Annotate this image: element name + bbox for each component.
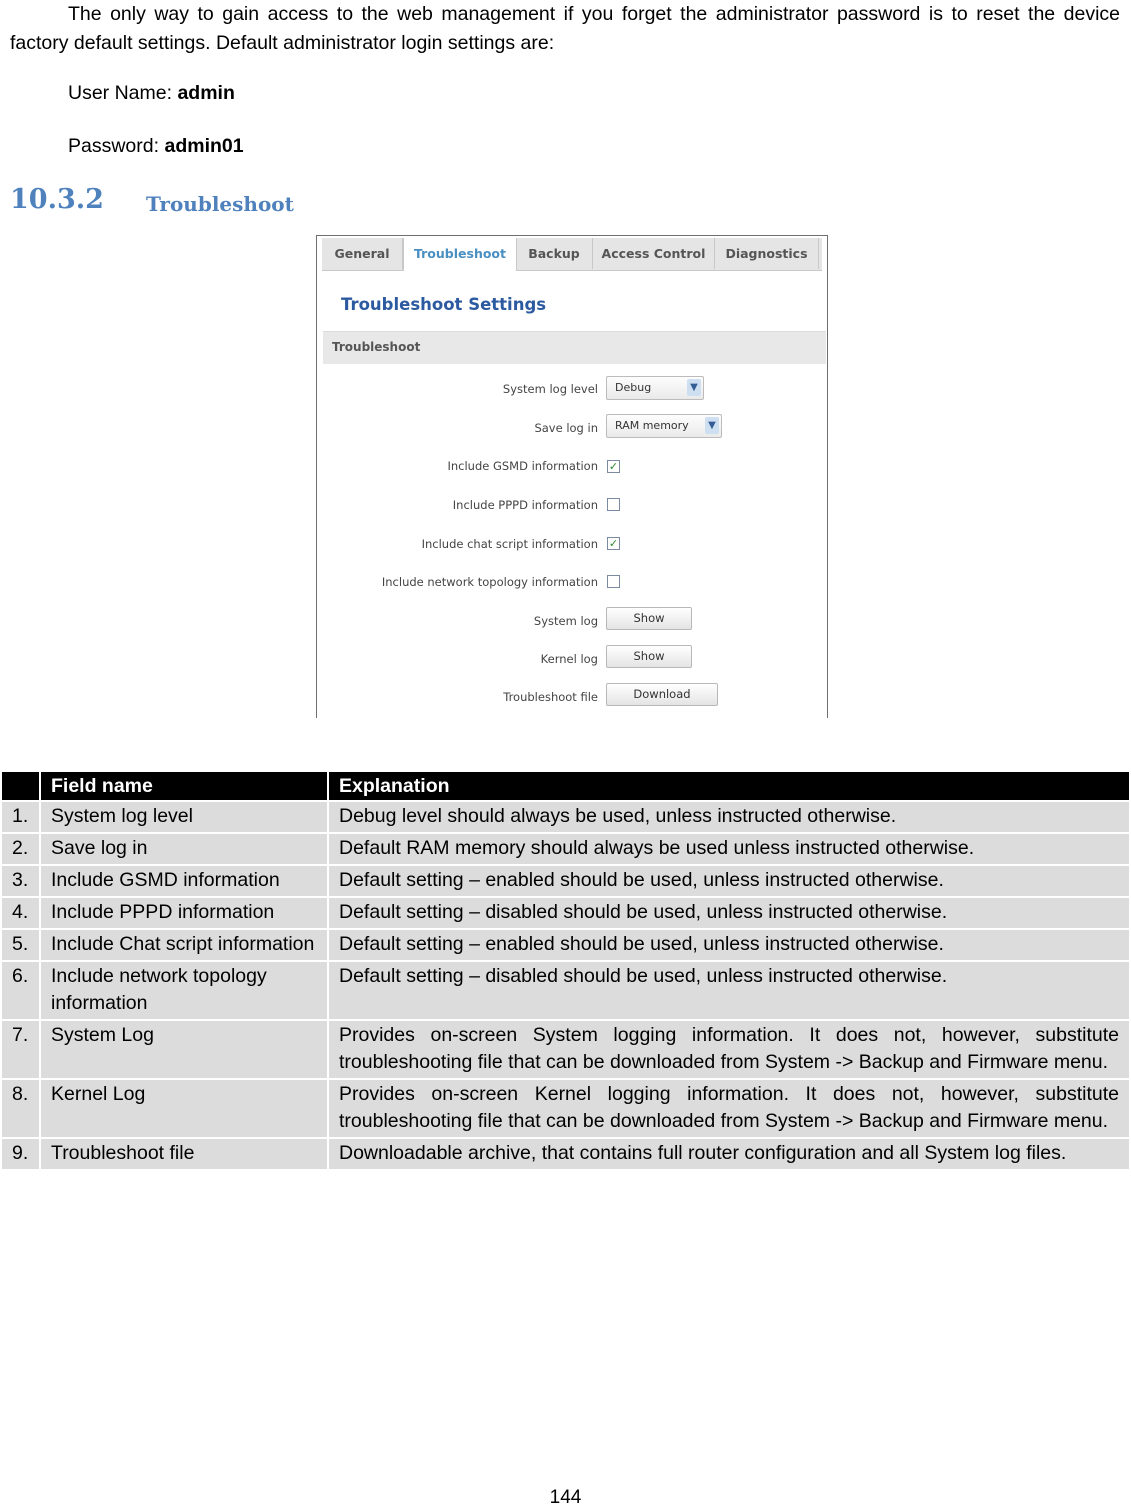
checkmark-icon: ✓ [608,460,619,473]
tab-access-control[interactable]: Access Control [593,238,715,269]
save-log-in-label: Save log in [534,421,598,435]
section-bar-label: Troubleshoot [332,340,421,354]
username-line [68,82,235,105]
table-row [2,962,1129,1019]
row-number: 2. [2,834,39,864]
save-log-in-value: RAM memory [615,419,689,432]
table-row [2,802,1129,832]
chevron-down-icon: ▼ [705,417,719,434]
save-log-in-select[interactable] [606,414,722,438]
section-title: Troubleshoot [146,192,294,216]
table-row [2,930,1129,960]
topology-checkbox[interactable] [607,575,620,588]
username-value: admin [177,82,235,104]
system-log-label: System log [533,614,598,628]
header-explanation: Explanation [329,772,1129,800]
row-explanation: Provides on-screen System logging information. It does not, however, substitute troubleshooting file that can be downloaded from System -> Backup and Firmware menu. [329,1021,1129,1078]
password-line [68,135,244,158]
table-row [2,1021,1129,1078]
row-explanation: Default setting – disabled should be used, unless instructed otherwise. [329,898,1129,928]
tab-troubleshoot[interactable]: Troubleshoot [403,238,517,271]
row-field: Include network topology information [41,962,327,1019]
table-row [2,834,1129,864]
download-button[interactable]: Download [606,683,718,706]
page-number: 144 [549,1487,582,1508]
tab-bar [322,238,822,271]
chevron-down-icon: ▼ [687,379,701,396]
system-log-level-value: Debug [615,381,652,394]
table-row [2,1080,1129,1137]
row-number: 9. [2,1139,39,1169]
tab-general[interactable]: General [322,238,403,269]
intro-paragraph: The only way to gain access to the web management if you forget the administrator password is to reset the device factory default settings. Default administrator login settings are: [10,3,1120,54]
system-log-level-label: System log level [502,382,598,396]
row-explanation: Default setting – disabled should be used, unless instructed otherwise. [329,962,1129,1019]
row-explanation: Default RAM memory should always be used unless instructed otherwise. [329,834,1129,864]
system-log-show-button[interactable]: Show [606,607,692,630]
username-label: User Name: [68,82,173,104]
row-number: 7. [2,1021,39,1078]
row-field: Kernel Log [41,1080,327,1137]
troubleshoot-file-label: Troubleshoot file [503,690,598,704]
row-explanation: Default setting – enabled should be used, unless instructed otherwise. [329,866,1129,896]
row-explanation: Provides on-screen Kernel logging information. It does not, however, substitute troubleshooting file that can be downloaded from System -> Backup and Firmware menu. [329,1080,1129,1137]
field-explanation-table [0,770,1131,1171]
row-field: Troubleshoot file [41,1139,327,1169]
row-field: Include GSMD information [41,866,327,896]
row-explanation: Default setting – enabled should be used, unless instructed otherwise. [329,930,1129,960]
section-number: 10.3.2 [10,184,104,215]
row-number: 3. [2,866,39,896]
topology-label: Include network topology information [381,575,598,589]
troubleshoot-screenshot [316,235,828,718]
table-header-row [2,772,1129,800]
chat-script-label: Include chat script information [421,537,598,551]
system-log-level-select[interactable] [606,376,704,400]
tab-backup[interactable]: Backup [516,238,593,269]
row-field: Include PPPD information [41,898,327,928]
row-field: Save log in [41,834,327,864]
row-field: System Log [41,1021,327,1078]
row-number: 6. [2,962,39,1019]
kernel-log-show-button[interactable]: Show [606,645,692,668]
row-field: System log level [41,802,327,832]
chat-script-checkbox[interactable] [607,537,620,550]
header-number [2,772,39,800]
pppd-checkbox[interactable] [607,498,620,511]
gsmd-label: Include GSMD information [447,459,598,473]
password-value: admin01 [164,135,244,157]
gsmd-checkbox[interactable] [607,460,620,473]
section-bar [323,331,826,364]
row-number: 4. [2,898,39,928]
checkmark-icon: ✓ [608,537,619,550]
password-label: Password: [68,135,160,157]
row-explanation: Downloadable archive, that contains full router configuration and all System log files. [329,1139,1129,1169]
row-number: 8. [2,1080,39,1137]
kernel-log-label: Kernel log [540,652,598,666]
settings-title: Troubleshoot Settings [341,295,547,314]
table-row [2,1139,1129,1169]
row-number: 1. [2,802,39,832]
row-field: Include Chat script information [41,930,327,960]
table-row [2,866,1129,896]
section-heading [10,184,294,216]
pppd-label: Include PPPD information [452,498,598,512]
header-field-name: Field name [41,772,327,800]
row-number: 5. [2,930,39,960]
tab-diagnostics[interactable]: Diagnostics [715,238,819,269]
row-explanation: Debug level should always be used, unless instructed otherwise. [329,802,1129,832]
table-row [2,898,1129,928]
